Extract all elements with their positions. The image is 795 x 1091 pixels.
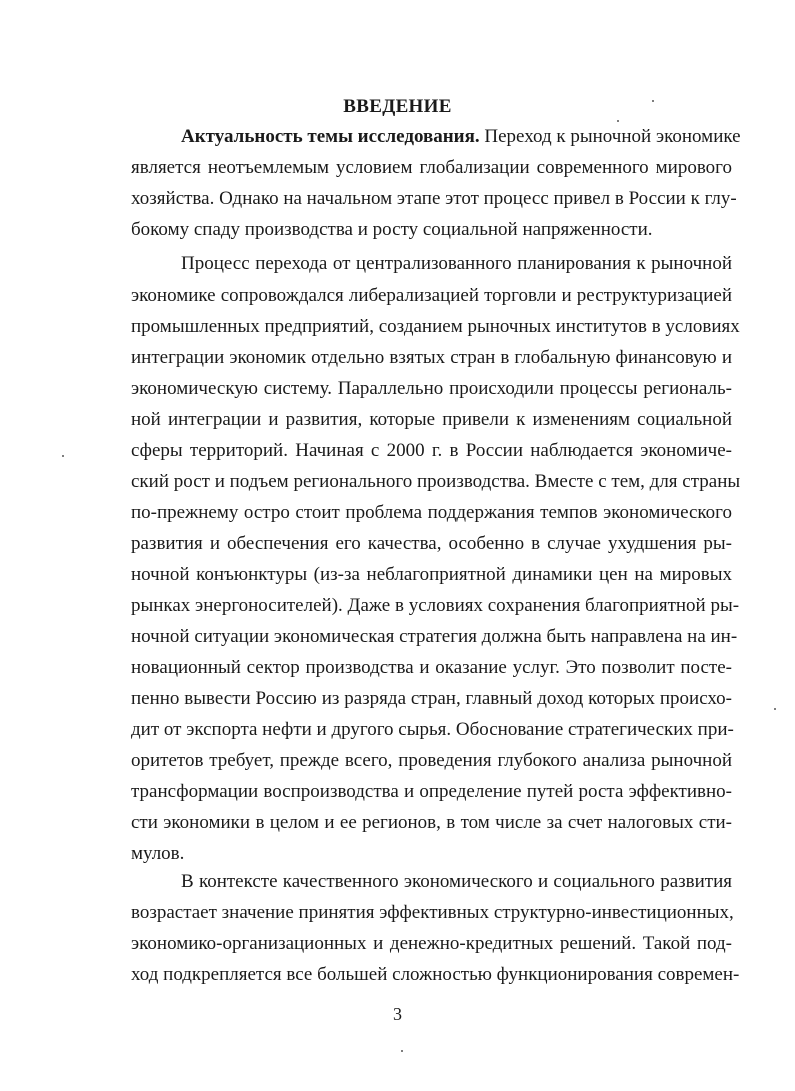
text-line: сти экономики в целом и ее регионов, в том числе за счет налоговых сти- (131, 812, 732, 833)
text-line: ский рост и подъем регионального производства. Вместе с тем, для страны (131, 471, 741, 492)
text-line: интеграции экономик отдельно взятых стран в глобальную финансовую и (131, 347, 732, 368)
text-line: трансформации воспроизводства и определение путей роста эффективно- (131, 781, 732, 802)
text-line: промышленных предприятий, созданием рыночных институтов в условиях (131, 316, 740, 337)
text-line: оритетов требует, прежде всего, проведения глубокого анализа рыночной (131, 750, 732, 771)
text-line: новационный сектор производства и оказание услуг. Это позволит посте- (131, 657, 732, 678)
page-heading: ВВЕДЕНИЕ (343, 96, 452, 117)
text-line: ночной ситуации экономическая стратегия должна быть направлена на ин- (131, 626, 738, 647)
text-line: бокому спаду производства и росту социальной напряженности. (131, 219, 653, 240)
text-line: возрастает значение принятия эффективных структурно-инвестиционных, (131, 902, 734, 923)
text-line: В контексте качественного экономического и социального развития (181, 871, 732, 892)
text-line: развития и обеспечения его качества, особенно в случае ухудшения ры- (131, 533, 732, 554)
text-line: хозяйства. Однако на начальном этапе этот процесс привел в России к глу- (131, 188, 737, 209)
text-line: ной интеграции и развития, которые привели к изменениям социальной (131, 409, 732, 430)
lead-bold-text: Актуальность темы исследования. (181, 126, 480, 147)
text-line: ход подкрепляется все большей сложностью функционирования современ- (131, 964, 740, 985)
text-line: Процесс перехода от централизованного планирования к рыночной (181, 253, 732, 274)
text-line: ночной конъюнктуры (из-за неблагоприятной динамики цен на мировых (131, 564, 732, 585)
text-line: рынках энергоносителей). Даже в условиях сохранения благоприятной ры- (131, 595, 740, 616)
page-number: 3 (393, 1004, 402, 1024)
scan-speck (774, 708, 776, 710)
text-line: дит от экспорта нефти и другого сырья. Обоснование стратегических при- (131, 719, 734, 740)
text-line: экономико-организационных и денежно-кредитных решений. Такой под- (131, 933, 732, 954)
text-line: сферы территорий. Начиная с 2000 г. в России наблюдается экономиче- (131, 440, 732, 461)
text-line: пенно вывести Россию из разряда стран, главный доход которых происхо- (131, 688, 732, 709)
text-line: является неотъемлемым условием глобализации современного мирового (131, 157, 732, 178)
text-line: по-прежнему остро стоит проблема поддержания темпов экономического (131, 502, 732, 523)
scan-speck (62, 455, 64, 457)
text-line: мулов. (131, 843, 185, 864)
text-line: экономике сопровождался либерализацией торговли и реструктуризацией (131, 285, 732, 306)
scan-speck (617, 120, 619, 122)
text-line: экономическую систему. Параллельно происходили процессы региональ- (131, 378, 732, 399)
text-line: Актуальность темы исследования. Переход к рыночной экономике (181, 126, 741, 147)
scan-speck (401, 1050, 403, 1052)
scan-speck (652, 100, 654, 102)
